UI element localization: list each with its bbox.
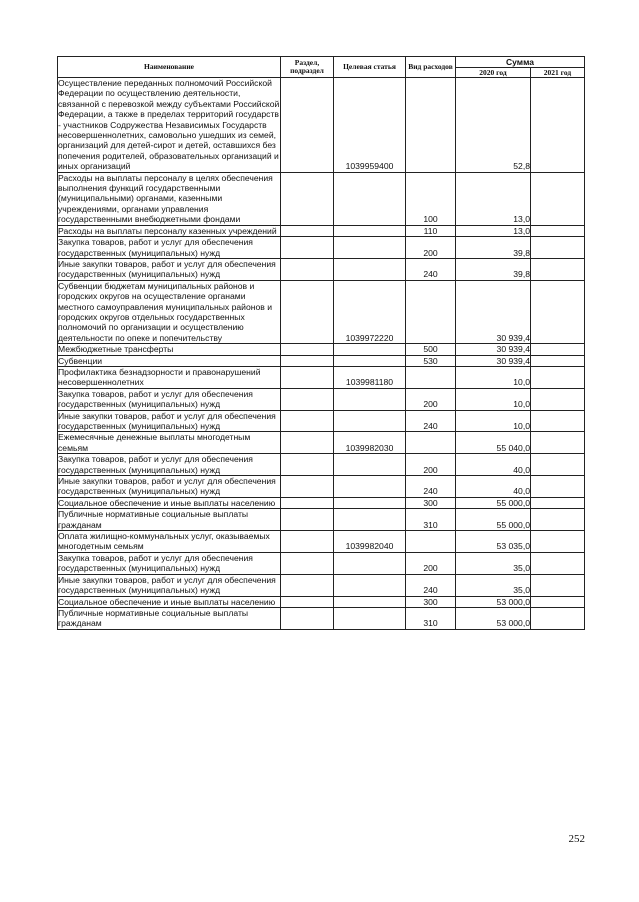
cell-sum-2020: 40,0	[456, 454, 531, 476]
cell-purpose: 1039981180	[334, 366, 406, 388]
cell-sum-2021	[531, 344, 585, 355]
cell-expense-type: 310	[406, 509, 456, 531]
cell-sum-2021	[531, 454, 585, 476]
table-body	[58, 78, 585, 630]
cell-name: Закупка товаров, работ и услуг для обеспечения государственных (муниципальных) нужд	[58, 388, 281, 410]
cell-expense-type: 200	[406, 552, 456, 574]
cell-expense-type: 200	[406, 454, 456, 476]
cell-section	[281, 280, 334, 343]
cell-sum-2020: 10,0	[456, 366, 531, 388]
cell-expense-type: 500	[406, 344, 456, 355]
cell-expense-type: 240	[406, 574, 456, 596]
cell-sum-2021	[531, 258, 585, 280]
cell-sum-2020: 53 000,0	[456, 596, 531, 607]
cell-name: Оплата жилищно-коммунальных услуг, оказываемых многодетным семьям	[58, 531, 281, 553]
cell-purpose	[334, 258, 406, 280]
cell-section	[281, 366, 334, 388]
cell-expense-type: 110	[406, 225, 456, 236]
table-row	[58, 497, 585, 508]
cell-section	[281, 607, 334, 629]
cell-expense-type: 240	[406, 476, 456, 498]
cell-name: Публичные нормативные социальные выплаты гражданам	[58, 509, 281, 531]
cell-purpose	[334, 497, 406, 508]
cell-purpose: 1039982040	[334, 531, 406, 553]
cell-section	[281, 78, 334, 173]
cell-purpose	[334, 237, 406, 259]
cell-purpose	[334, 596, 406, 607]
cell-expense-type: 300	[406, 497, 456, 508]
header-expense-type: Вид расходов	[406, 57, 456, 78]
cell-sum-2021	[531, 432, 585, 454]
cell-purpose	[334, 574, 406, 596]
cell-sum-2021	[531, 225, 585, 236]
cell-sum-2021	[531, 237, 585, 259]
cell-purpose	[334, 552, 406, 574]
cell-sum-2021	[531, 388, 585, 410]
cell-purpose	[334, 344, 406, 355]
cell-sum-2021	[531, 531, 585, 553]
cell-name: Ежемесячные денежные выплаты многодетным семьям	[58, 432, 281, 454]
table-row	[58, 280, 585, 343]
cell-expense-type	[406, 78, 456, 173]
cell-sum-2020: 55 000,0	[456, 509, 531, 531]
cell-expense-type: 530	[406, 355, 456, 366]
table-header	[58, 57, 585, 78]
cell-sum-2020: 39,8	[456, 258, 531, 280]
table-row	[58, 78, 585, 173]
cell-section	[281, 388, 334, 410]
cell-purpose: 1039972220	[334, 280, 406, 343]
cell-section	[281, 410, 334, 432]
table-row	[58, 552, 585, 574]
cell-expense-type	[406, 531, 456, 553]
cell-expense-type: 200	[406, 388, 456, 410]
table-row	[58, 172, 585, 225]
header-sum: Сумма	[456, 57, 585, 68]
cell-name: Расходы на выплаты персоналу в целях обеспечения выполнения функций государственными (муниципальными) органами, казенными учреждениями, органами управления государственными внебюджетными фондами	[58, 172, 281, 225]
table-row	[58, 388, 585, 410]
cell-sum-2020: 30 939,4	[456, 280, 531, 343]
cell-name: Социальное обеспечение и иные выплаты населению	[58, 596, 281, 607]
table-row	[58, 366, 585, 388]
cell-purpose	[334, 454, 406, 476]
cell-expense-type	[406, 432, 456, 454]
cell-expense-type: 300	[406, 596, 456, 607]
cell-purpose	[334, 172, 406, 225]
cell-name: Иные закупки товаров, работ и услуг для обеспечения государственных (муниципальных) нужд	[58, 476, 281, 498]
cell-purpose	[334, 476, 406, 498]
cell-expense-type: 240	[406, 410, 456, 432]
cell-section	[281, 258, 334, 280]
cell-expense-type: 310	[406, 607, 456, 629]
cell-section	[281, 225, 334, 236]
cell-sum-2020: 55 040,0	[456, 432, 531, 454]
table-row	[58, 410, 585, 432]
cell-purpose	[334, 509, 406, 531]
cell-section	[281, 237, 334, 259]
cell-expense-type: 100	[406, 172, 456, 225]
cell-sum-2021	[531, 172, 585, 225]
table-row	[58, 454, 585, 476]
cell-purpose: 1039959400	[334, 78, 406, 173]
cell-sum-2021	[531, 476, 585, 498]
table-row	[58, 432, 585, 454]
cell-sum-2021	[531, 596, 585, 607]
cell-name: Социальное обеспечение и иные выплаты населению	[58, 497, 281, 508]
cell-sum-2020: 53 000,0	[456, 607, 531, 629]
cell-expense-type	[406, 280, 456, 343]
cell-sum-2020: 30 939,4	[456, 355, 531, 366]
cell-sum-2020: 10,0	[456, 388, 531, 410]
cell-name: Иные закупки товаров, работ и услуг для обеспечения государственных (муниципальных) нужд	[58, 574, 281, 596]
cell-name: Иные закупки товаров, работ и услуг для обеспечения государственных (муниципальных) нужд	[58, 258, 281, 280]
cell-name: Закупка товаров, работ и услуг для обеспечения государственных (муниципальных) нужд	[58, 237, 281, 259]
header-year-2021: 2021 год	[531, 68, 585, 78]
cell-name: Профилактика безнадзорности и правонарушений несовершеннолетних	[58, 366, 281, 388]
cell-section	[281, 454, 334, 476]
cell-name: Иные закупки товаров, работ и услуг для обеспечения государственных (муниципальных) нужд	[58, 410, 281, 432]
cell-section	[281, 172, 334, 225]
cell-sum-2020: 13,0	[456, 172, 531, 225]
cell-sum-2020: 30 939,4	[456, 344, 531, 355]
cell-section	[281, 432, 334, 454]
table-row	[58, 596, 585, 607]
cell-section	[281, 509, 334, 531]
cell-section	[281, 355, 334, 366]
cell-expense-type: 200	[406, 237, 456, 259]
cell-section	[281, 344, 334, 355]
table-row	[58, 237, 585, 259]
cell-purpose	[334, 607, 406, 629]
table-row	[58, 607, 585, 629]
cell-section	[281, 596, 334, 607]
cell-name: Осуществление переданных полномочий Российской Федерации по осуществлению деятельности, связанной с перевозкой между субъектами Российской Федерации, а также в пределах территорий государств - участников Содружества Независимых Государств несовершеннолетних, самовольно ушедших из семей, организаций для детей-сирот и детей, оставшихся без попечения родителей, образовательных организаций и иных организаций	[58, 78, 280, 172]
table-row	[58, 531, 585, 553]
cell-sum-2021	[531, 497, 585, 508]
cell-sum-2020: 35,0	[456, 574, 531, 596]
cell-purpose	[334, 355, 406, 366]
cell-sum-2021	[531, 552, 585, 574]
cell-sum-2021	[531, 78, 585, 173]
header-section: Раздел, подраздел	[281, 57, 334, 78]
header-name: Наименование	[58, 57, 281, 78]
cell-name: Закупка товаров, работ и услуг для обеспечения государственных (муниципальных) нужд	[58, 454, 281, 476]
cell-name: Расходы на выплаты персоналу казенных учреждений	[58, 225, 281, 236]
cell-sum-2021	[531, 366, 585, 388]
cell-sum-2020: 13,0	[456, 225, 531, 236]
cell-section	[281, 552, 334, 574]
table-row	[58, 509, 585, 531]
table-row	[58, 476, 585, 498]
cell-section	[281, 476, 334, 498]
table-row	[58, 225, 585, 236]
cell-name: Закупка товаров, работ и услуг для обеспечения государственных (муниципальных) нужд	[58, 552, 281, 574]
cell-expense-type: 240	[406, 258, 456, 280]
cell-section	[281, 531, 334, 553]
cell-sum-2020: 52,8	[456, 78, 531, 173]
cell-sum-2021	[531, 509, 585, 531]
cell-sum-2021	[531, 410, 585, 432]
header-purpose: Целевая статья	[334, 57, 406, 78]
cell-sum-2020: 53 035,0	[456, 531, 531, 553]
cell-expense-type	[406, 366, 456, 388]
cell-sum-2021	[531, 355, 585, 366]
cell-sum-2021	[531, 574, 585, 596]
cell-sum-2020: 39,8	[456, 237, 531, 259]
header-year-2020: 2020 год	[456, 68, 531, 78]
cell-sum-2020: 35,0	[456, 552, 531, 574]
cell-sum-2020: 40,0	[456, 476, 531, 498]
cell-purpose	[334, 225, 406, 236]
cell-name: Публичные нормативные социальные выплаты гражданам	[58, 607, 281, 629]
cell-purpose: 1039982030	[334, 432, 406, 454]
cell-sum-2020: 55 000,0	[456, 497, 531, 508]
cell-sum-2021	[531, 280, 585, 343]
cell-sum-2021	[531, 607, 585, 629]
cell-purpose	[334, 410, 406, 432]
table-row	[58, 258, 585, 280]
table-row	[58, 355, 585, 366]
cell-name: Субвенции	[58, 355, 281, 366]
cell-section	[281, 574, 334, 596]
cell-purpose	[334, 388, 406, 410]
budget-table	[57, 56, 585, 630]
cell-sum-2020: 10,0	[456, 410, 531, 432]
cell-section	[281, 497, 334, 508]
cell-name: Межбюджетные трансферты	[58, 344, 281, 355]
table-row	[58, 344, 585, 355]
cell-name: Субвенции бюджетам муниципальных районов и городских округов на осуществление органами местного самоуправления муниципальных районов и городских округов отдельных государственных полномочий по организации и осуществлению деятельности по опеке и попечительству	[58, 280, 281, 343]
table-row	[58, 574, 585, 596]
page-number: 252	[568, 833, 585, 845]
